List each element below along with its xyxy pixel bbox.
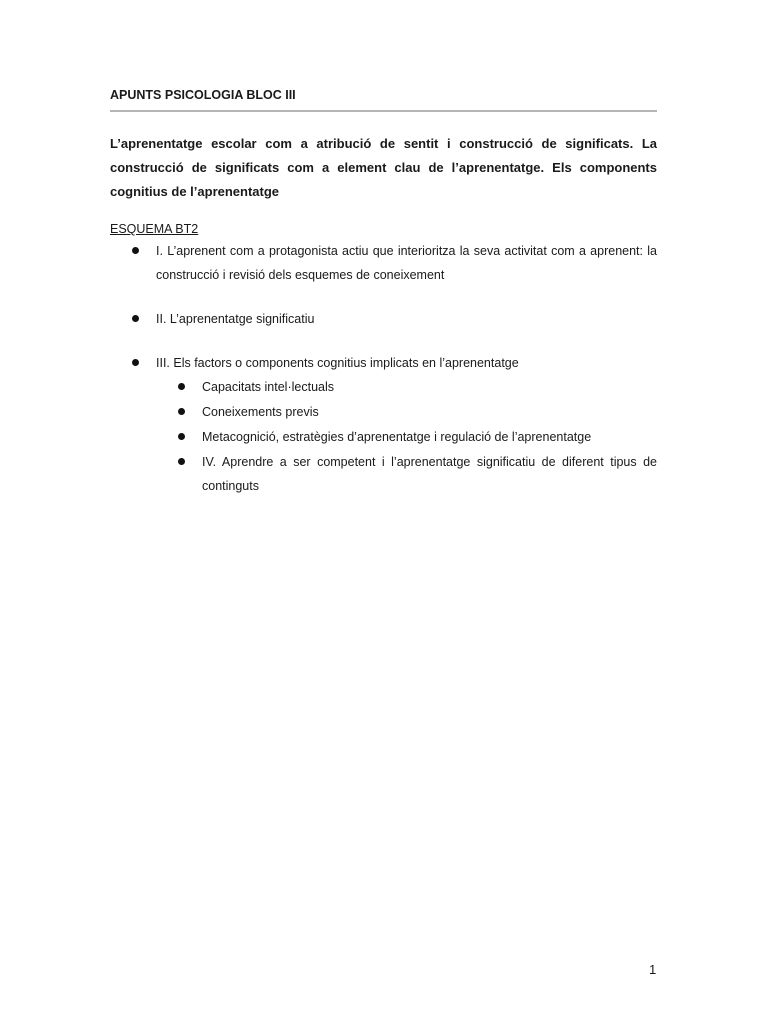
bullet-icon	[178, 383, 185, 390]
bullet-icon	[178, 458, 185, 465]
page-number: 1	[649, 962, 657, 977]
outline-item-text: I. L’aprenent com a protagonista actiu que interioritza la seva activitat com a aprenent: la construcció i revisió dels esquemes de coneixement	[156, 244, 657, 282]
sub-outline-list	[156, 375, 657, 498]
document-heading: L’aprenentatge escolar com a atribució de sentit i construcció de significats. La construcció de significats com a element clau de l’aprenentatge. Els components cognitius de l’aprenentatge	[110, 136, 657, 199]
page-content	[110, 86, 657, 498]
outline-item	[110, 307, 657, 331]
sub-outline-item-text: Metacognició, estratègies d’aprenentatge i regulació de l’aprenentatge	[202, 430, 592, 444]
sub-outline-item	[156, 425, 657, 449]
bullet-icon	[132, 359, 139, 366]
outline-item-text: II. L’aprenentatge significatiu	[156, 312, 315, 326]
sub-outline-item-text: Coneixements previs	[202, 405, 319, 419]
outline-item	[110, 351, 657, 498]
sub-outline-item	[156, 400, 657, 424]
sub-outline-item-text: IV. Aprendre a ser competent i l’aprenentatge significatiu de diferent tipus de continguts	[202, 455, 657, 493]
sub-outline-item	[156, 450, 657, 498]
bullet-icon	[132, 247, 139, 254]
scheme-label: ESQUEMA BT2	[110, 222, 199, 236]
outline-item	[110, 239, 657, 287]
outline-list	[110, 239, 657, 498]
outline-item-text: III. Els factors o components cognitius implicats en l’aprenentatge	[156, 356, 519, 370]
sub-outline-item	[156, 375, 657, 399]
bullet-icon	[178, 433, 185, 440]
bullet-icon	[178, 408, 185, 415]
sub-outline-item-text: Capacitats intel·lectuals	[202, 380, 335, 394]
document-header: APUNTS PSICOLOGIA BLOC III	[110, 86, 657, 112]
bullet-icon	[132, 315, 139, 322]
